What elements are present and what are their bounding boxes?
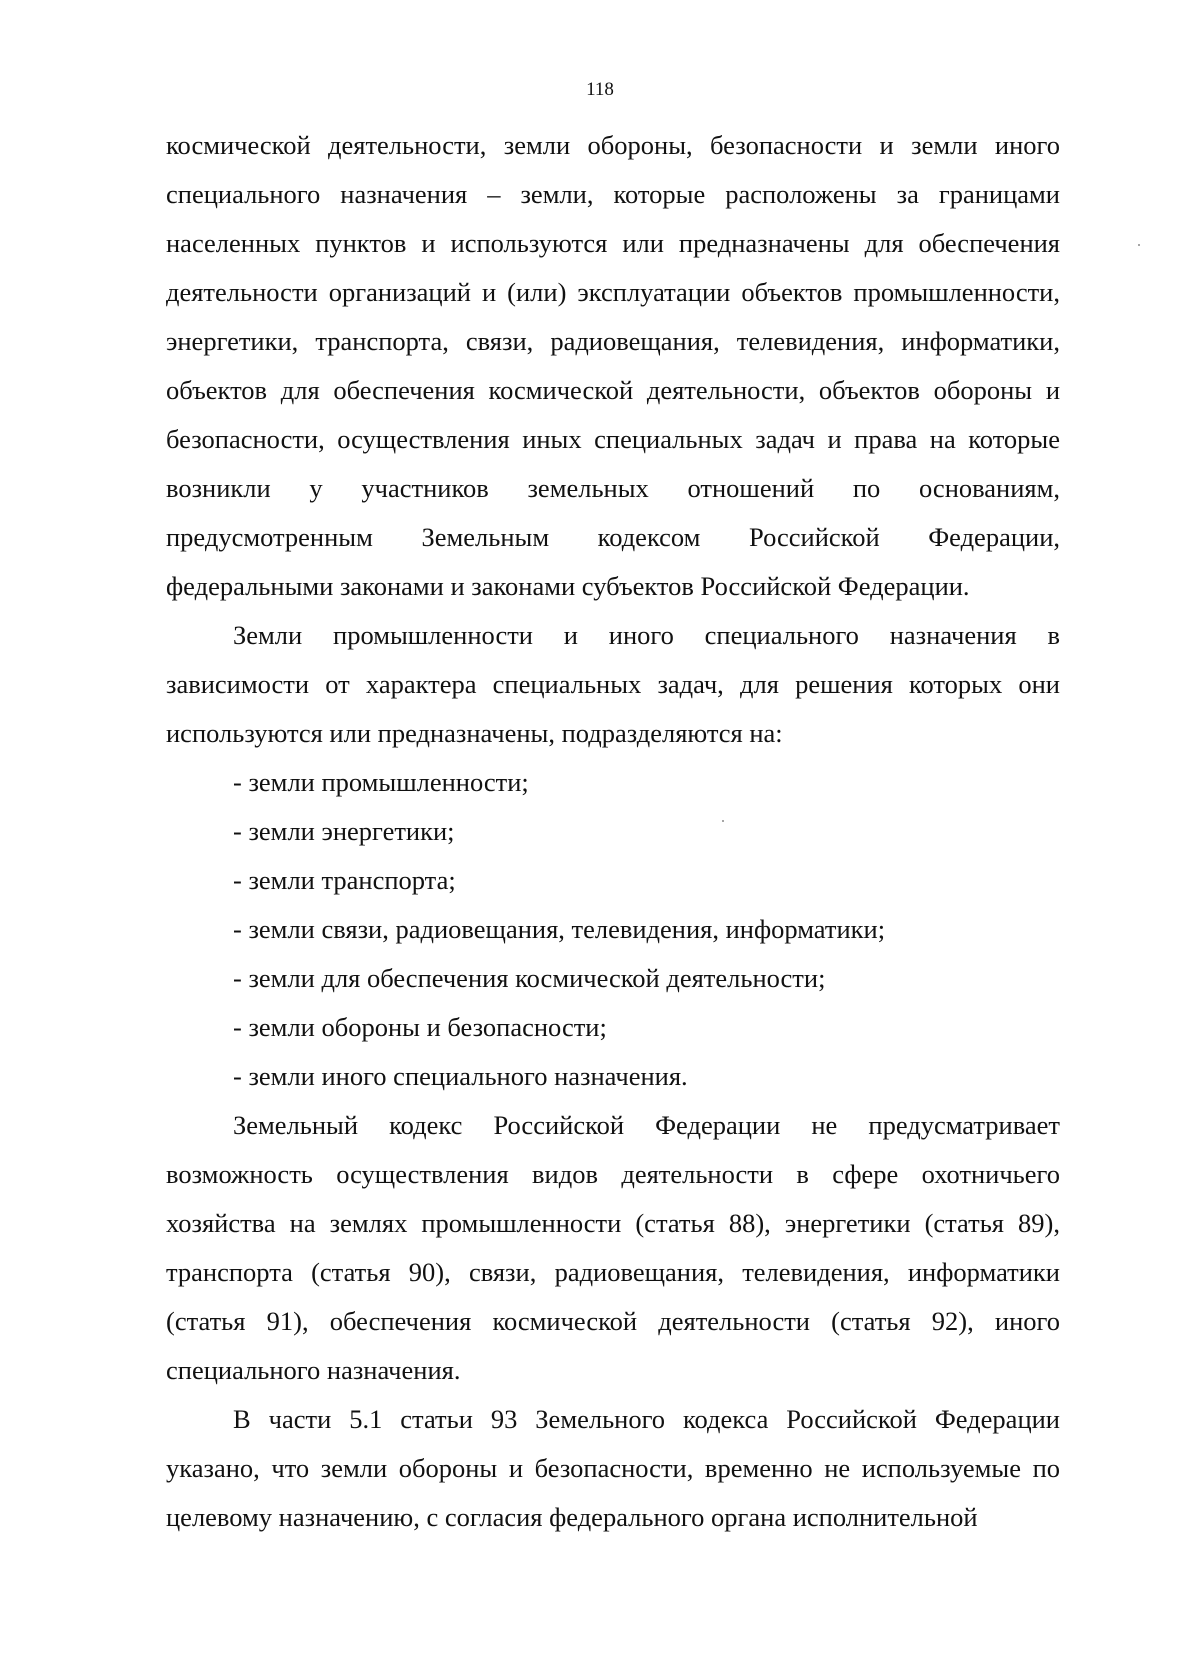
paragraph-hunting-restriction: Земельный кодекс Российской Федерации не предусматривает возможность осуществления видов деятельности в сфере охотничьего хозяйства на землях промышленности (статья 88), энергетики (статья 89), транспорта (статья 90), связи, радиовещания, телевидения, информатики (статья 91), обеспечения космической деятельности (статья 92), иного специального назначения. <box>166 1110 1060 1385</box>
scan-speck <box>1138 244 1140 246</box>
land-categories-list <box>166 758 1060 1101</box>
list-item: - земли промышленности; <box>233 767 529 797</box>
page-number: 118 <box>586 79 614 100</box>
paragraph-land-subdivision: Земли промышленности и иного специального назначения в зависимости от характера специальных задач, для решения которых они используются или предназначены, подразделяются на: <box>166 620 1060 748</box>
list-item: - земли транспорта; <box>233 865 456 895</box>
scan-speck <box>722 820 724 822</box>
list-item: - земли обороны и безопасности; <box>233 1012 607 1042</box>
paragraph-land-definition: космической деятельности, земли обороны, безопасности и земли иного специального назначения – земли, которые расположены за границами населенных пунктов и используются или предназначены для обеспечения деятельности организаций и (или) эксплуатации объектов промышленности, энергетики, транспорта, связи, радиовещания, телевидения, информатики, объектов для обеспечения космической деятельности, объектов обороны и безопасности, осуществления иных специальных задач и права на которые возникли у участников земельных отношений по основаниям, предусмотренным Земельным кодексом Российской Федерации, федеральными законами и законами субъектов Российской Федерации. <box>166 130 1060 601</box>
paragraph-defense-lands: В части 5.1 статьи 93 Земельного кодекса Российской Федерации указано, что земли обороны и безопасности, временно не используемые по целевому назначению, с согласия федерального органа исполнительной <box>166 1404 1060 1532</box>
list-item: - земли энергетики; <box>233 816 455 846</box>
list-item: - земли связи, радиовещания, телевидения, информатики; <box>233 914 886 944</box>
list-item: - земли иного специального назначения. <box>233 1061 688 1091</box>
list-item: - земли для обеспечения космической деятельности; <box>233 963 826 993</box>
document-body <box>166 121 1060 1542</box>
